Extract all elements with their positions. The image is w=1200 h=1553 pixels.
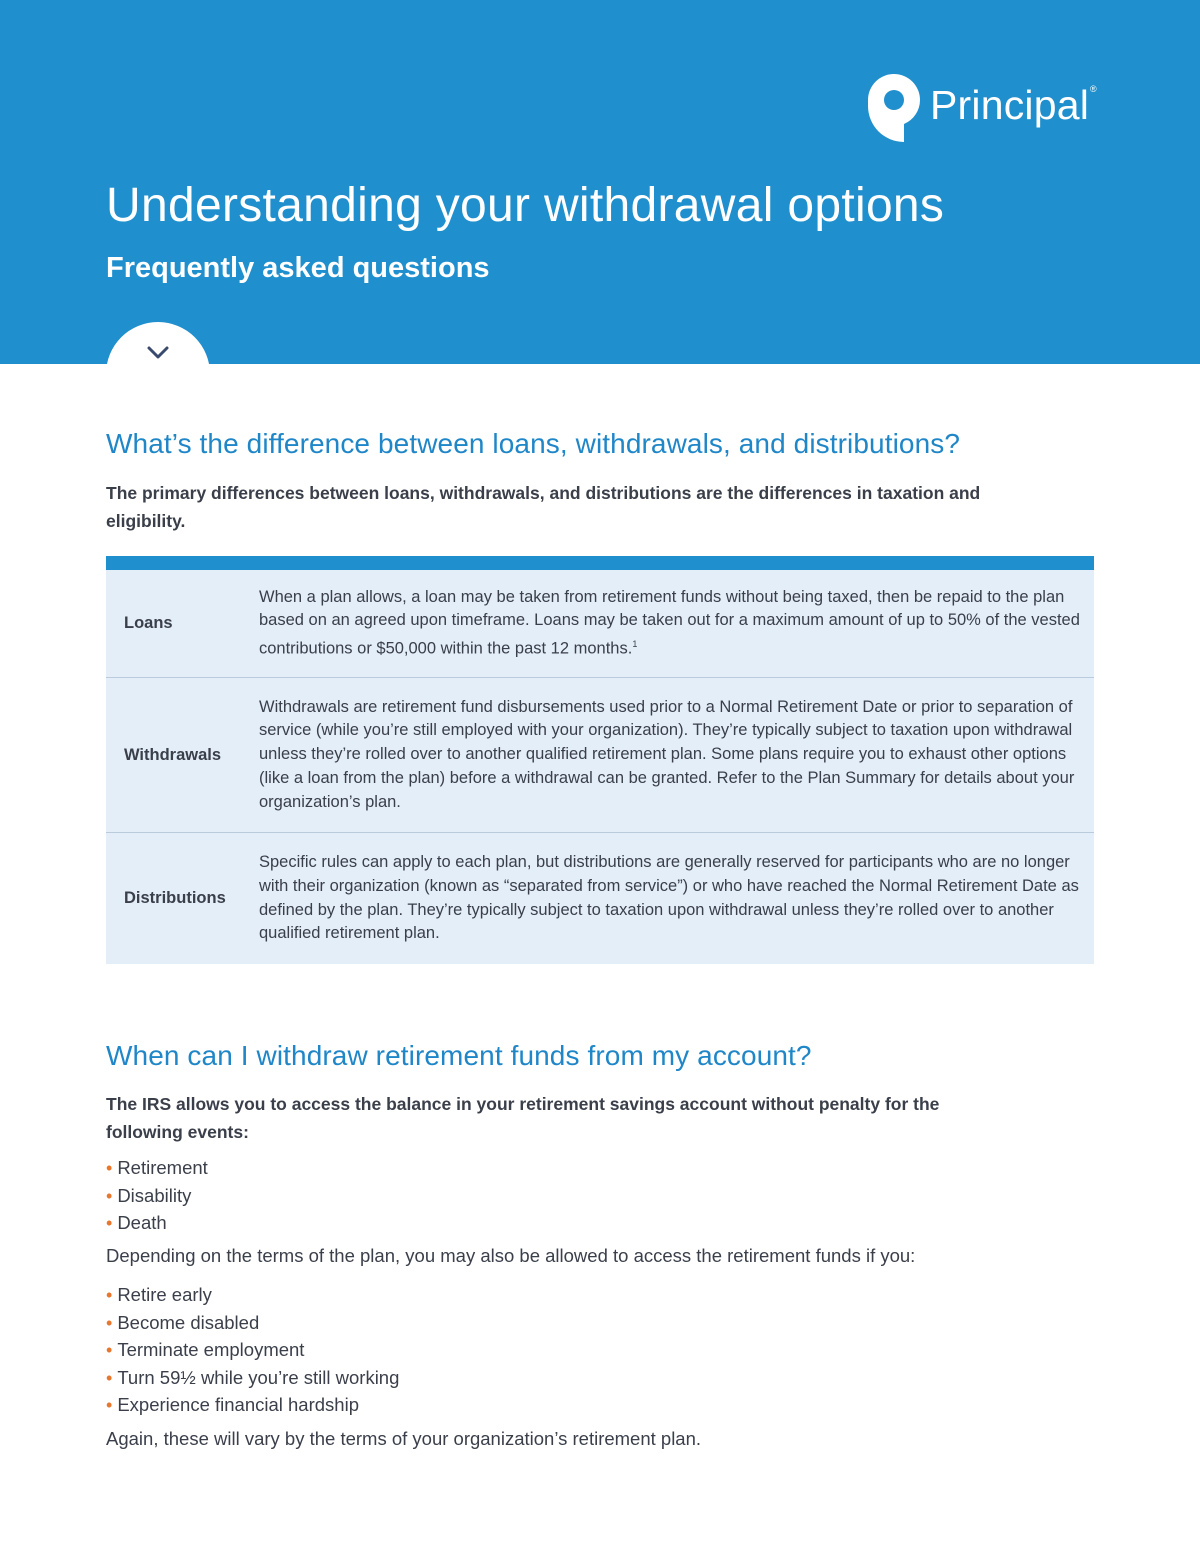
bullet-icon: • bbox=[106, 1367, 113, 1388]
page-subtitle: Frequently asked questions bbox=[106, 252, 490, 284]
bullet-icon: • bbox=[106, 1285, 113, 1305]
list-item: • Experience financial hardship bbox=[106, 1394, 359, 1415]
bullet-icon: • bbox=[106, 1340, 113, 1360]
footnote-marker: 1 bbox=[632, 639, 638, 650]
bullet-icon: • bbox=[106, 1312, 113, 1333]
brand-logo[interactable] bbox=[866, 72, 1097, 144]
section-heading-differences: What’s the difference between loans, withdrawals, and distributions? bbox=[106, 428, 961, 459]
row-label-distributions: Distributions bbox=[124, 889, 226, 907]
brand-name: Principal® bbox=[930, 81, 1097, 128]
comparison-table bbox=[106, 556, 1094, 964]
section-heading-when: When can I withdraw retirement funds from my account? bbox=[106, 1040, 812, 1071]
table-row bbox=[106, 833, 1094, 964]
row-text-loans: When a plan allows, a loan may be taken from retirement funds without being taxed, then be repaid to the plan based on an agreed upon timeframe. Loans may be taken out for a maximum amount of up to 50% of the vested contributions or $50,000 within the past 12 months.$^1$ bbox=[259, 587, 1080, 658]
table-header-bar bbox=[106, 556, 1094, 570]
bullet-icon: • bbox=[106, 1158, 113, 1178]
closing-note: Again, these will vary by the terms of your organization’s retirement plan. bbox=[106, 1428, 702, 1449]
list-item: • Disability bbox=[106, 1184, 192, 1206]
table-row bbox=[106, 570, 1094, 678]
section-lead-when: The IRS allows you to access the balance in your retirement savings account without penalty for the following events: bbox=[106, 1094, 940, 1142]
section-lead-differences: The primary differences between loans, withdrawals, and distributions are the differences in taxation and eligibility. bbox=[106, 483, 981, 531]
row-text-distributions: Specific rules can apply to each plan, but distributions are generally reserved for participants who are no longer with their organization (known as “separated from service”) or who have reached the Normal Retirement Date as defined by the plan. They’re typically subject to taxation upon withdrawal unless they’re rolled over to another qualified retirement plan. bbox=[259, 853, 1079, 943]
header-banner bbox=[0, 0, 1200, 364]
list-item: • Retire early bbox=[106, 1284, 212, 1305]
list-item: • Death bbox=[106, 1212, 167, 1233]
list-item: • Retirement bbox=[106, 1157, 208, 1178]
page-title: Understanding your withdrawal options bbox=[106, 179, 945, 232]
list-item: • Become disabled bbox=[106, 1311, 260, 1333]
row-label-loans: Loans bbox=[124, 614, 173, 632]
list-item: • Terminate employment bbox=[106, 1339, 305, 1360]
row-text-withdrawals: Withdrawals are retirement fund disbursements used prior to a Normal Retirement Date or prior to separation of service (while you’re still employed with your organization). They’re typically subject to taxation upon withdrawal unless they’re rolled over to another qualified retirement plan. Some plans require you to exhaust other options (like a loan from the plan) before a withdrawal can be granted. Refer to the Plan Summary for details about your organization’s plan. bbox=[259, 697, 1075, 811]
scroll-down-tab[interactable] bbox=[106, 322, 210, 374]
bullet-icon: • bbox=[106, 1213, 113, 1233]
events-list bbox=[106, 1154, 208, 1237]
list-item: • Turn 59½ while you’re still working bbox=[106, 1366, 400, 1388]
conditions-list bbox=[106, 1281, 399, 1419]
chevron-down-icon bbox=[147, 346, 169, 360]
row-label-withdrawals: Withdrawals bbox=[124, 745, 222, 764]
table-row bbox=[106, 678, 1094, 833]
bullet-icon: • bbox=[106, 1395, 113, 1415]
conditions-intro: Depending on the terms of the plan, you may also be allowed to access the retirement funds if you: bbox=[106, 1245, 916, 1266]
principal-logo-icon bbox=[866, 72, 922, 144]
bullet-icon: • bbox=[106, 1185, 113, 1206]
